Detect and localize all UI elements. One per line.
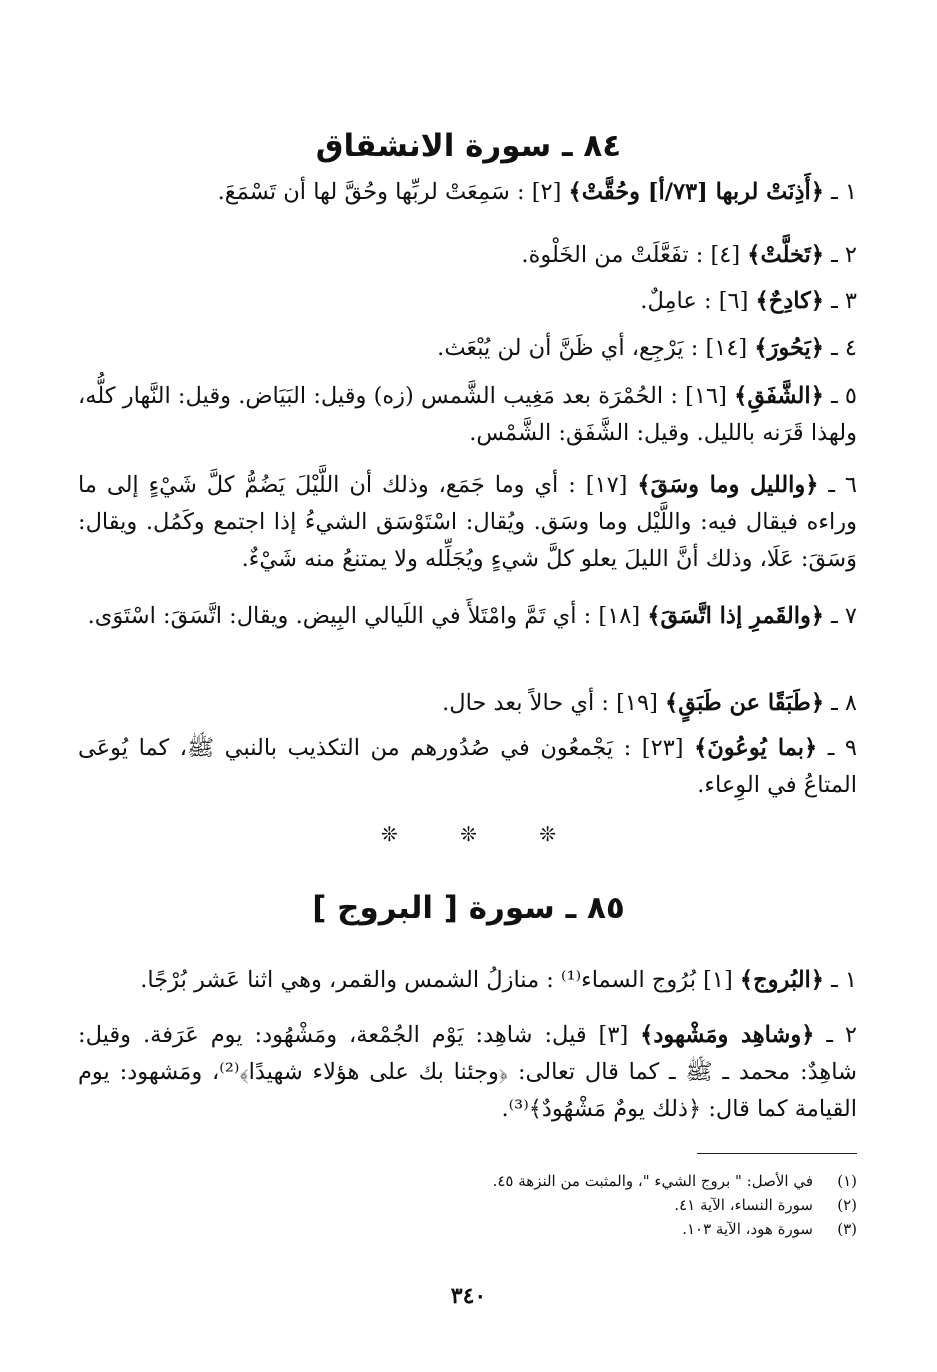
surah-85-title: ٨٥ ـ سورة [ البروج ] xyxy=(312,890,625,926)
entry-84-9: ٩ ـ ﴿بما يُوعُونَ﴾ [٢٣] : يَجْمعُون في صُدُورهم من التكذيب بالنبي ﷺ، كما يُوعَى المتاعُ في الوِعاء. xyxy=(78,735,857,798)
footnote-divider xyxy=(697,1153,857,1154)
entry-84-2: ٢ ـ ﴿تَخلَّتْ﴾ [٤] : تفَعَّلَتْ من الخَلْوة. xyxy=(521,242,857,268)
footnote-3: (٣)سورة هود، الآية ١٠٣. xyxy=(682,1220,857,1238)
footnote-1: (١)في الأصل: " بروج الشيء "، والمثبت من النزهة ٤٥. xyxy=(492,1172,857,1190)
asterism-icon: ❊ xyxy=(460,822,477,846)
entry-84-8: ٨ ـ ﴿طَبَقًا عن طَبَقٍ﴾ [١٩] : أي حالاً بعد حال. xyxy=(442,690,857,716)
entry-84-6: ٦ ـ ﴿والليل وما وسَقَ﴾ [١٧] : أي وما جَمَع، وذلك أن اللَّيْلَ يَضُمُّ كلَّ شَيْءٍ إلى ما وراءه فيقال فيه: واللَّيْل وما وسَق. ويُقال: اسْتَوْسَق الشيءُ إذا اجتمع وكَمُل. ويقال: وَسَقَ: عَلَا، وذلك أنَّ الليلَ يعلو كلَّ شيءٍ ويُجَلِّله ولا يمتنعُ منه شَيْءٌ. xyxy=(78,472,857,572)
entry-84-3: ٣ ـ ﴿كادِحٌ﴾ [٦] : عامِلٌ. xyxy=(640,288,857,314)
page-number: ٣٤٠ xyxy=(450,1283,487,1309)
entry-84-7: ٧ ـ ﴿والقَمرِ إذا اتَّسَقَ﴾ [١٨] : أي تَمَّ وامْتَلأَ في اللَيالي البِيض. ويقال: اتَّسَقَ: اسْتَوَى. xyxy=(87,603,857,629)
entry-84-4: ٤ ـ ﴿يَحُورَ﴾ [١٤] : يَرْجِع، أي ظَنَّ أن لن يُبْعَث. xyxy=(437,335,857,361)
asterism-icon: ❊ xyxy=(380,822,398,846)
entry-84-1: ١ ـ ﴿أَذِنَتْ لربها [٧٣/أ] وحُقَّتْ﴾ [٢] : سَمِعَتْ لربِّها وحُقَّ لها أن تَسْمَعَ. xyxy=(217,179,857,205)
section-separator xyxy=(0,822,937,846)
surah-84-title: ٨٤ ـ سورة الانشقاق xyxy=(315,128,622,164)
entry-85-1: ١ ـ ﴿البُروج﴾ [١] بُرُوج السماء⁽¹⁾ : منازلُ الشمس والقمر، وهي اثنا عَشر بُرْجًا. xyxy=(140,967,857,993)
asterism-icon: ❊ xyxy=(539,822,556,846)
entry-84-5: ٥ ـ ﴿الشَّفَقِ﴾ [١٦] : الحُمْرَة بعد مَغِيب الشَّمس (زه) وقيل: البَيَاض. وقيل: النَّهار كلُّه، ولهذا قَرَنه بالليل. وقيل: الشَّفَق: الشَّمْس. xyxy=(78,383,857,446)
entry-85-2: ٢ ـ ﴿وشاهِد ومَشْهود﴾ [٣] قيل: شاهِد: يَوْم الجُمْعة، ومَشْهُود: يوم عَرَفة. وقيل: شاهِدٌ: محمد ـ ﷺ ـ كما قال تعالى: ﴿وجئنا بك على هؤلاء شهيدًا﴾⁽²⁾، ومَشهود: يوم القيامة كما قال: ﴿ذلك يومٌ مَشْهُودٌ﴾⁽³⁾. xyxy=(78,1022,857,1122)
footnote-2: (٢)سورة النساء، الآية ٤١. xyxy=(674,1196,857,1214)
